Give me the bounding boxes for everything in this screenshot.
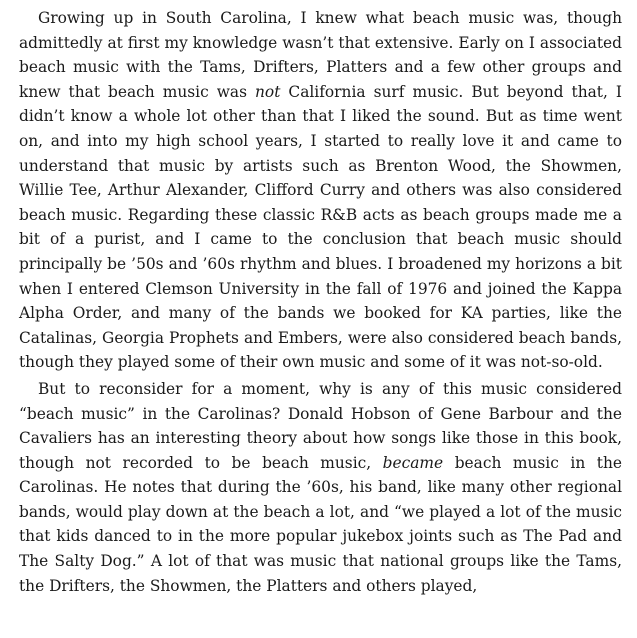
paragraph-1-text-b: California surf music. But beyond that, I didn’t know a whole lot other than that I liked the sound. But as time went on, and into my high school years, I started to really love it and came to understand that music by artists such as Brenton Wood, the Showmen, Willie Tee, Arthur Alexander, Clifford Curry and others was also considered beach music. Regarding these classic R&B acts as beach groups made me a bit of a purist, and I came to the conclusion that beach music should principally be ’50s and ’60s rhythm and blues. I broadened my horizons a bit when I entered Clemson University in the fall of 1976 and joined the Kappa Alpha Order, and many of the bands we booked for KA parties, like the Catalinas, Georgia Prophets and Embers, were also considered beach bands, though they played some of their own music and some of it was not-so-old. bbox=[19, 82, 622, 372]
paragraph-1-text-a: Growing up in South Carolina, I knew what beach music was, though admittedly at first my knowledge wasn’t that extensive. Early on I associated beach music with the Tams, Drifters, Platters and a few other groups and knew that beach music was bbox=[19, 9, 622, 101]
paragraph-1 bbox=[19, 6, 622, 375]
paragraph-2 bbox=[19, 377, 622, 598]
paragraph-2-text-a: But to reconsider for a moment, why is any of this music considered “beach music” in the Carolinas? Donald Hobson of Gene Barbour and the Cavaliers has an interesting theory about how songs like those in this book, though not recorded to be beach music, bbox=[19, 379, 622, 472]
paragraph-2-emphasis-became: became bbox=[382, 453, 444, 472]
paragraph-2-text-b: beach music in the Carolinas. He notes that during the ’60s, his band, like many other regional bands, would play down at the beach a lot, and “we played a lot of the music that kids danced to in the more popular jukebox joints such as The Pad and The Salty Dog.” A lot of that was music that national groups like the Tams, the Drifters, the Showmen, the Platters and others played, bbox=[19, 453, 622, 595]
paragraph-1-emphasis-not: not bbox=[255, 82, 281, 101]
